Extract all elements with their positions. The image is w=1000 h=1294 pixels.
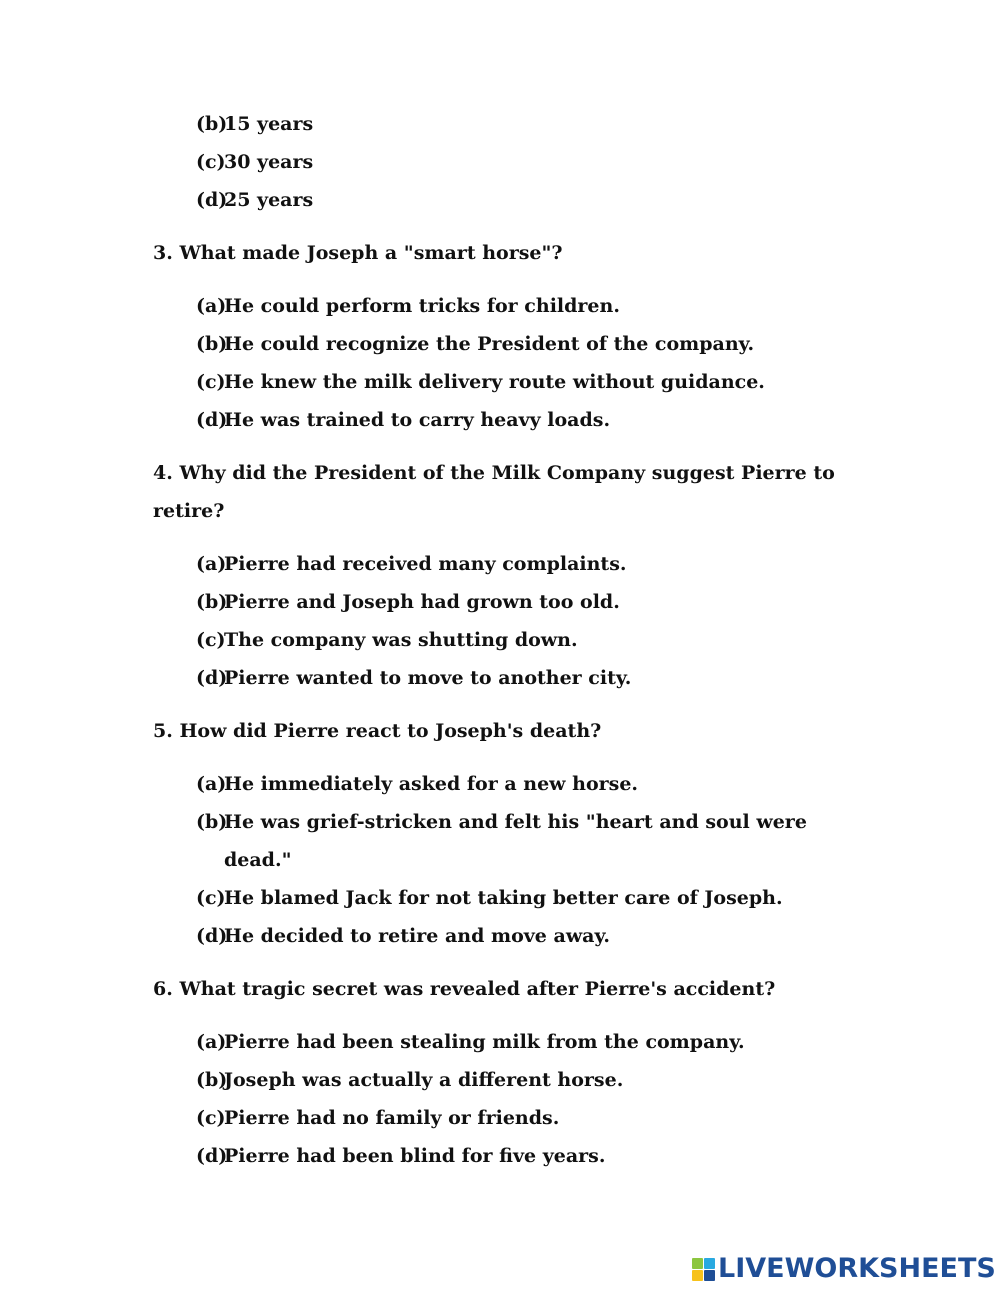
- option-label: (b): [196, 333, 228, 355]
- question-4-text-line1: 4. Why did the President of the Milk Company suggest Pierre to: [153, 462, 835, 484]
- option-label: (b): [196, 1069, 228, 1091]
- q2-option-b: [196, 112, 313, 136]
- q5-option-b: [196, 810, 807, 834]
- q2-option-c: [196, 150, 313, 174]
- option-text: 30 years: [224, 151, 314, 173]
- option-label: (c): [196, 629, 226, 651]
- q4-option-a: [196, 552, 627, 576]
- question-6-text: 6. What tragic secret was revealed after Pierre's accident?: [153, 978, 776, 1000]
- logo-tile-green: [692, 1258, 703, 1269]
- option-label: (d): [196, 667, 228, 689]
- option-label: (b): [196, 811, 228, 833]
- option-label: (b): [196, 113, 228, 135]
- q5-option-b-continuation: dead.": [224, 849, 292, 871]
- logo-tile-navy: [704, 1270, 715, 1281]
- option-text: He could recognize the President of the company.: [224, 333, 755, 355]
- option-label: (a): [196, 553, 227, 575]
- option-text: Pierre had been blind for five years.: [224, 1145, 606, 1167]
- q4-option-c: [196, 628, 578, 652]
- q6-option-d: [196, 1144, 605, 1168]
- q2-option-d: [196, 188, 313, 212]
- question-5-text: 5. How did Pierre react to Joseph's death?: [153, 720, 602, 742]
- option-text: 25 years: [224, 189, 314, 211]
- option-text: 15 years: [224, 113, 314, 135]
- q5-option-a: [196, 772, 638, 796]
- option-text: Pierre and Joseph had grown too old.: [224, 591, 620, 613]
- q6-option-a: [196, 1030, 745, 1054]
- logo-text: LIVEWORKSHEETS: [718, 1253, 996, 1284]
- q3-option-c: [196, 370, 765, 394]
- option-label: (d): [196, 925, 228, 947]
- option-label: (c): [196, 1107, 226, 1129]
- q5-option-c: [196, 886, 783, 910]
- option-label: (c): [196, 151, 226, 173]
- option-label: (a): [196, 773, 227, 795]
- option-label: (d): [196, 409, 228, 431]
- logo-tile-blue: [704, 1258, 715, 1269]
- option-text: Pierre had received many complaints.: [224, 553, 627, 575]
- q3-option-a: [196, 294, 620, 318]
- option-label: (c): [196, 887, 226, 909]
- question-3-text: 3. What made Joseph a "smart horse"?: [153, 242, 563, 264]
- option-text: Joseph was actually a different horse.: [224, 1069, 624, 1091]
- option-text: He knew the milk delivery route without guidance.: [224, 371, 765, 393]
- option-text: He decided to retire and move away.: [224, 925, 610, 947]
- q6-option-c: [196, 1106, 559, 1130]
- question-4-text-line2: retire?: [153, 500, 225, 522]
- option-label: (c): [196, 371, 226, 393]
- option-label: (a): [196, 1031, 227, 1053]
- option-text: He immediately asked for a new horse.: [224, 773, 639, 795]
- option-label: (a): [196, 295, 227, 317]
- option-text: He was trained to carry heavy loads.: [224, 409, 611, 431]
- q5-option-d: [196, 924, 610, 948]
- option-label: (d): [196, 189, 228, 211]
- option-text: He was grief-stricken and felt his "heart and soul were: [224, 811, 807, 833]
- option-label: (b): [196, 591, 228, 613]
- q3-option-d: [196, 408, 610, 432]
- q4-option-d: [196, 666, 631, 690]
- option-text: He could perform tricks for children.: [224, 295, 620, 317]
- logo-tile-yellow: [692, 1270, 703, 1281]
- q4-option-b: [196, 590, 620, 614]
- option-label: (d): [196, 1145, 228, 1167]
- option-text: He blamed Jack for not taking better care of Joseph.: [224, 887, 783, 909]
- q3-option-b: [196, 332, 754, 356]
- option-text: Pierre had been stealing milk from the company.: [224, 1031, 745, 1053]
- option-text: Pierre had no family or friends.: [224, 1107, 560, 1129]
- option-text: Pierre wanted to move to another city.: [224, 667, 632, 689]
- liveworksheets-logo[interactable]: [692, 1252, 996, 1286]
- option-text: The company was shutting down.: [224, 629, 578, 651]
- liveworksheets-logo-icon: [692, 1258, 715, 1281]
- q6-option-b: [196, 1068, 623, 1092]
